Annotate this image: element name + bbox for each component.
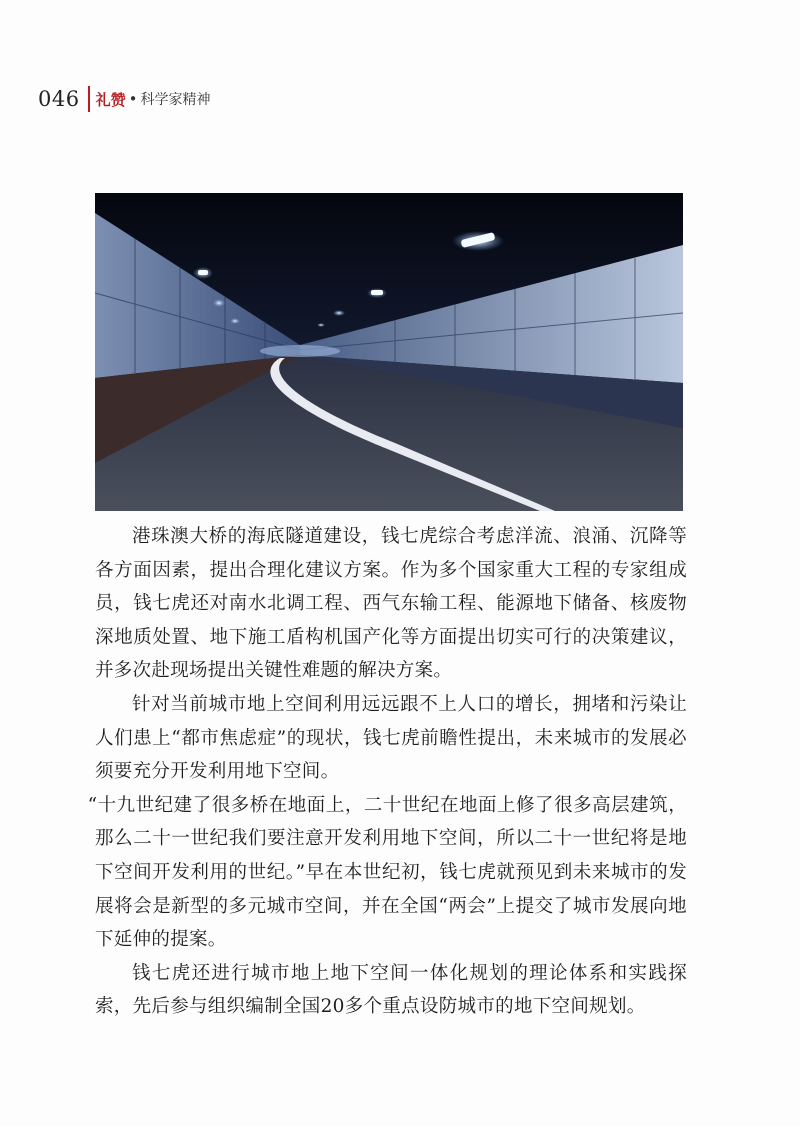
paragraph-3-quote: “十九世纪建了很多桥在地面上，二十世纪在地面上修了很多高层建筑，那么二十一世纪我们要注意开发利用地下空间，所以二十一世纪将是地下空间开发利用的世纪。”早在本世纪初，钱七虎就预见到未来城市的发展将会是新型的多元城市空间，并在全国“两会”上提交了城市发展向地下延伸的提案。 [87,794,687,951]
paragraph-4: 钱七虎还进行城市地上地下空间一体化规划的理论体系和实践探索，先后参与组织编制全国20多个重点设防城市的地下空间规划。 [95,962,687,1018]
undersea-tunnel-photo [95,193,683,511]
article-body [87,520,687,1024]
book-section-title: 科学家精神 [140,92,211,108]
book-brand: 礼赞 [95,90,126,109]
paragraph-2: 针对当前城市地上空间利用远远跟不上人口的增长，拥堵和污染让人们患上“都市焦虑症”的现状，钱七虎前瞻性提出，未来城市的发展必须要充分开发利用地下空间。 [95,693,687,783]
header-divider [88,86,90,112]
header-separator: • [128,90,138,108]
tunnel-illustration [95,193,683,511]
paragraph-1: 港珠澳大桥的海底隧道建设，钱七虎综合考虑洋流、浪涌、沉降等各方面因素，提出合理化建议方案。作为多个国家重大工程的专家组成员，钱七虎还对南水北调工程、西气东输工程、能源地下储备、核废物深地质处置、地下施工盾构机国产化等方面提出切实可行的决策建议，并多次赴现场提出关键性难题的解决方案。 [95,526,687,682]
page-header [38,84,210,114]
page-number: 046 [38,87,80,111]
